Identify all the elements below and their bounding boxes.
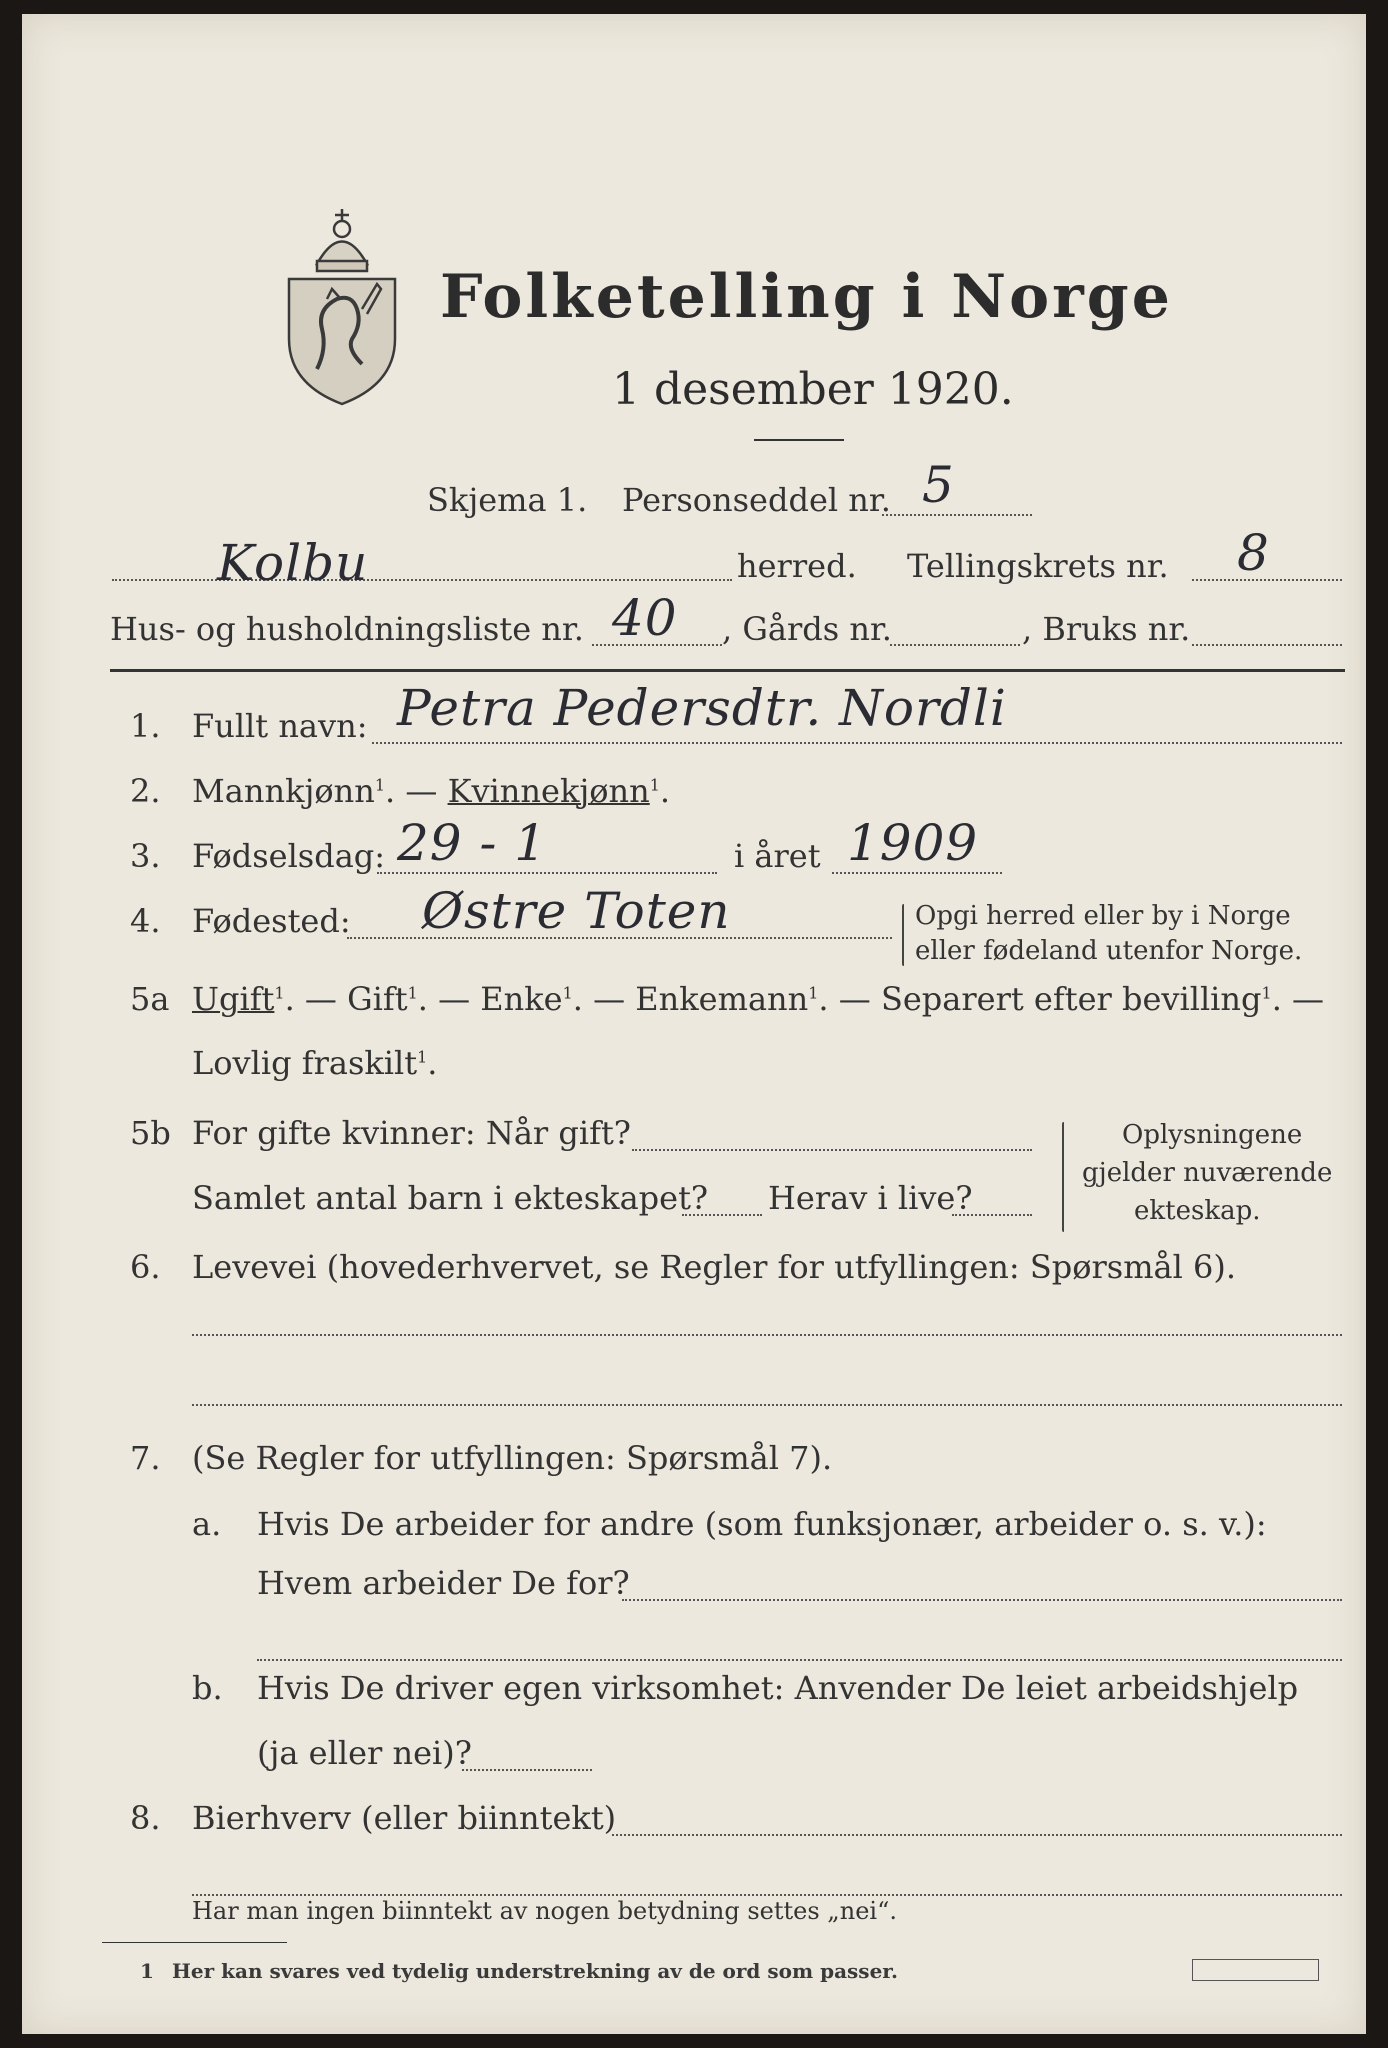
q7-number: 7. xyxy=(130,1439,161,1477)
q2-sep: . — xyxy=(385,772,448,810)
personseddel-label: Personseddel nr. xyxy=(622,481,891,519)
q5a-enke: Enke xyxy=(480,980,563,1018)
census-form-page xyxy=(22,14,1366,2034)
title-divider xyxy=(754,439,844,441)
q7b-field-line xyxy=(462,1769,592,1771)
q5b-number: 5b xyxy=(130,1114,171,1152)
q1-field-line xyxy=(372,742,1342,744)
q3-label: Fødselsdag: xyxy=(192,837,386,875)
tellingskrets-value: 8 xyxy=(1237,524,1270,582)
footnote-mark: 1 xyxy=(140,1959,154,1983)
coat-of-arms-emblem xyxy=(277,199,407,409)
q8-number: 8. xyxy=(130,1799,161,1837)
tellingskrets-label: Tellingskrets nr. xyxy=(907,547,1169,585)
q5a-status-options: Ugift$^1$. — Gift$^1$. — Enke$^1$. — Enkemann$^1$. — Separert efter bevilling$^1$. — xyxy=(192,980,1325,1018)
q1-number: 1. xyxy=(130,707,161,745)
q3-field-line xyxy=(377,872,717,874)
q5a-ugift-selected: Ugift xyxy=(192,980,275,1018)
hus-label: Hus- og husholdningsliste nr. xyxy=(110,610,584,648)
q6-field-line-2 xyxy=(192,1404,1342,1406)
q6-number: 6. xyxy=(130,1248,161,1286)
bruks-label: , Bruks nr. xyxy=(1022,610,1191,648)
printer-stamp xyxy=(1192,1959,1319,1981)
q8-label: Bierhverv (eller biinntekt) xyxy=(192,1799,617,1837)
q5b-line1-label: For gifte kvinner: Når gift? xyxy=(192,1114,631,1152)
q3-year-value: 1909 xyxy=(847,814,979,872)
q7a-line1: Hvis De arbeider for andre (som funksjonær, arbeider o. s. v.): xyxy=(257,1505,1267,1543)
q7a-number: a. xyxy=(192,1505,222,1543)
q3-year-label: i året xyxy=(734,837,821,875)
q7b-line2: (ja eller nei)? xyxy=(257,1734,472,1772)
q2-sex-options: Mannkjønn$^1$. — Kvinnekjønn$^1$. xyxy=(192,772,671,810)
q5a-separert: Separert efter bevilling xyxy=(880,980,1262,1018)
skjema-label: Skjema 1. xyxy=(427,481,588,519)
form-title: Folketelling i Norge xyxy=(440,262,1173,332)
q1-label: Fullt navn: xyxy=(192,707,368,745)
q5b-children-field-line xyxy=(682,1214,762,1216)
q4-note-bracket xyxy=(902,904,904,966)
q8-field-line-2 xyxy=(192,1894,1342,1896)
herred-value: Kolbu xyxy=(217,534,369,592)
q7b-line1: Hvis De driver egen virksomhet: Anvender De leiet arbeidshjelp xyxy=(257,1669,1299,1707)
personseddel-field-line xyxy=(882,514,1032,516)
biinntekt-note: Har man ingen biinntekt av nogen betydning settes „nei“. xyxy=(192,1897,897,1925)
herred-field-line xyxy=(112,579,732,581)
q5b-note-bracket xyxy=(1062,1122,1064,1232)
q5a-status-line2: Lovlig fraskilt$^1$. xyxy=(192,1044,438,1082)
q2-number: 2. xyxy=(130,772,161,810)
q5b-alive-field-line xyxy=(952,1214,1032,1216)
gards-label: , Gårds nr. xyxy=(722,610,892,648)
q4-number: 4. xyxy=(130,902,161,940)
q2-mann: Mannkjønn xyxy=(192,772,375,810)
hus-value: 40 xyxy=(612,589,678,647)
q5a-gift: Gift xyxy=(347,980,408,1018)
q6-field-line-1 xyxy=(192,1334,1342,1336)
q1-full-name-value: Petra Pedersdtr. Nordli xyxy=(397,679,1007,737)
herred-label: herred. xyxy=(737,547,857,585)
personseddel-value: 5 xyxy=(922,456,955,514)
q5b-line2-label: Samlet antal barn i ekteskapet? xyxy=(192,1179,709,1217)
q5b-married-field-line xyxy=(632,1149,1032,1151)
q5a-lovlig: Lovlig fraskilt xyxy=(192,1044,418,1082)
bruks-field-line xyxy=(1192,644,1342,646)
header-separator xyxy=(110,669,1345,672)
footnote-rule xyxy=(102,1942,287,1943)
q4-birthplace-value: Østre Toten xyxy=(422,882,731,940)
q3-number: 3. xyxy=(130,837,161,875)
q2-end: . xyxy=(659,772,671,810)
q7-label: (Se Regler for utfyllingen: Spørsmål 7). xyxy=(192,1439,833,1477)
q5b-note-line3: ekteskap. xyxy=(1134,1196,1261,1226)
q5b-note-line1: Oplysningene xyxy=(1122,1120,1303,1150)
q2-kvinne-selected: Kvinnekjønn xyxy=(447,772,650,810)
q5b-herav-label: Herav i live? xyxy=(768,1179,973,1217)
q7a-field-line-2 xyxy=(257,1659,1342,1661)
q7a-line2: Hvem arbeider De for? xyxy=(257,1564,630,1602)
q3-birthday-value: 29 - 1 xyxy=(397,814,548,872)
q5a-number: 5a xyxy=(130,980,170,1018)
footnote-text: Her kan svares ved tydelig understrekning av de ord som passer. xyxy=(172,1959,898,1983)
q7a-field-line-1 xyxy=(622,1599,1342,1601)
q3-year-field-line xyxy=(832,872,1002,874)
q7b-number: b. xyxy=(192,1669,223,1707)
q5b-note-line2: gjelder nuværende xyxy=(1082,1158,1333,1188)
gards-field-line xyxy=(890,644,1020,646)
q8-field-line-1 xyxy=(612,1834,1342,1836)
q6-label: Levevei (hovederhvervet, se Regler for utfyllingen: Spørsmål 6). xyxy=(192,1248,1237,1286)
q5a-enkemann: Enkemann xyxy=(635,980,809,1018)
form-date: 1 desember 1920. xyxy=(612,364,1014,415)
q4-note-line1: Opgi herred eller by i Norge xyxy=(915,901,1291,931)
q4-label: Fødested: xyxy=(192,902,351,940)
q4-note-line2: eller fødeland utenfor Norge. xyxy=(915,936,1303,966)
